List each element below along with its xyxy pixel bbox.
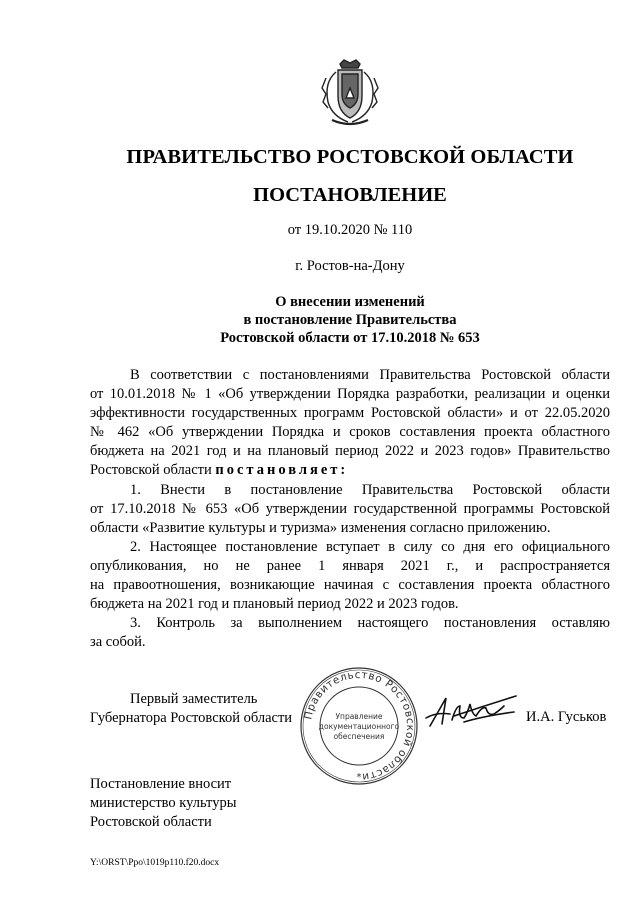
text-line: от 10.01.2018 № 1 «Об утверждении Порядка разработки, реализации и оценки bbox=[90, 386, 610, 402]
text-line: № 462 «Об утверждении Порядка и сроков составления проекта областного bbox=[90, 424, 610, 440]
item-1-line: от 17.10.2018 № 653 «Об утверждении государственной программы Ростовской bbox=[90, 501, 610, 517]
signatory-name: И.А. Гуськов bbox=[526, 709, 607, 725]
subject-heading bbox=[90, 293, 610, 347]
handwritten-signature bbox=[424, 690, 522, 732]
decree-word: постановляет: bbox=[215, 462, 349, 478]
item-3-line: за собой. bbox=[90, 634, 146, 650]
item-2-line: 2. Настоящее постановление вступает в силу со дня его официального bbox=[130, 539, 610, 555]
item-3-line: 3. Контроль за выполнением настоящего постановления оставляю bbox=[130, 615, 610, 631]
date-number: от 19.10.2020 № 110 bbox=[287, 222, 413, 238]
text-line: эффективности государственных программ Ростовской области» и от 22.05.2020 bbox=[90, 405, 610, 421]
item-1-line: 1. Внести в постановление Правительства Ростовской области bbox=[130, 482, 610, 498]
preamble-paragraph bbox=[90, 366, 610, 480]
introduced-by bbox=[90, 775, 236, 832]
stamp-star: * bbox=[356, 772, 362, 783]
introduced-by-line: министерство культуры bbox=[90, 795, 237, 811]
stamp-inner-line: Управление bbox=[335, 712, 383, 721]
government-title: ПРАВИТЕЛЬСТВО РОСТОВСКОЙ ОБЛАСТИ bbox=[126, 146, 574, 168]
coat-of-arms-icon bbox=[318, 58, 382, 130]
decree-items bbox=[90, 481, 610, 652]
item-2-line: бюджета на 2021 год и плановый период 2022 и 2023 годов. bbox=[90, 596, 459, 612]
subject-line: Ростовской области от 17.10.2018 № 653 bbox=[220, 330, 480, 346]
text-line: В соответствии с постановлениями Правительства Ростовской области bbox=[130, 367, 610, 383]
item-1-line: области «Развитие культуры и туризма» изменения согласно приложению. bbox=[90, 520, 551, 536]
file-path: Y:\ORST\Ppo\1019p110.f20.docx bbox=[90, 858, 220, 868]
stamp-ring-text: Правительство Ростовской области bbox=[302, 668, 417, 784]
signatory-position bbox=[90, 690, 292, 728]
text-fragment: Ростовской области bbox=[90, 462, 216, 478]
text-line bbox=[90, 461, 610, 480]
introduced-by-line: Постановление вносит bbox=[90, 776, 232, 792]
stamp-inner-line: документационного bbox=[318, 722, 400, 731]
item-2-line: опубликования, но не ранее 1 января 2021 г., и распространяется bbox=[90, 558, 610, 574]
position-line: Первый заместитель bbox=[130, 691, 258, 707]
item-2-line: на правоотношения, возникающие начиная с составления проекта областного bbox=[90, 577, 610, 593]
official-stamp bbox=[298, 665, 420, 787]
position-line: Губернатора Ростовской области bbox=[90, 710, 293, 726]
stamp-inner-line: обеспечения bbox=[333, 732, 385, 741]
subject-line: О внесении изменений bbox=[275, 294, 425, 310]
subject-line: в постановление Правительства bbox=[243, 312, 457, 328]
city: г. Ростов-на-Дону bbox=[295, 258, 405, 274]
document-type: ПОСТАНОВЛЕНИЕ bbox=[253, 184, 447, 206]
text-line: бюджета на 2021 год и на плановый период 2022 и 2023 годов» Правительство bbox=[90, 443, 610, 459]
introduced-by-line: Ростовской области bbox=[90, 814, 212, 830]
